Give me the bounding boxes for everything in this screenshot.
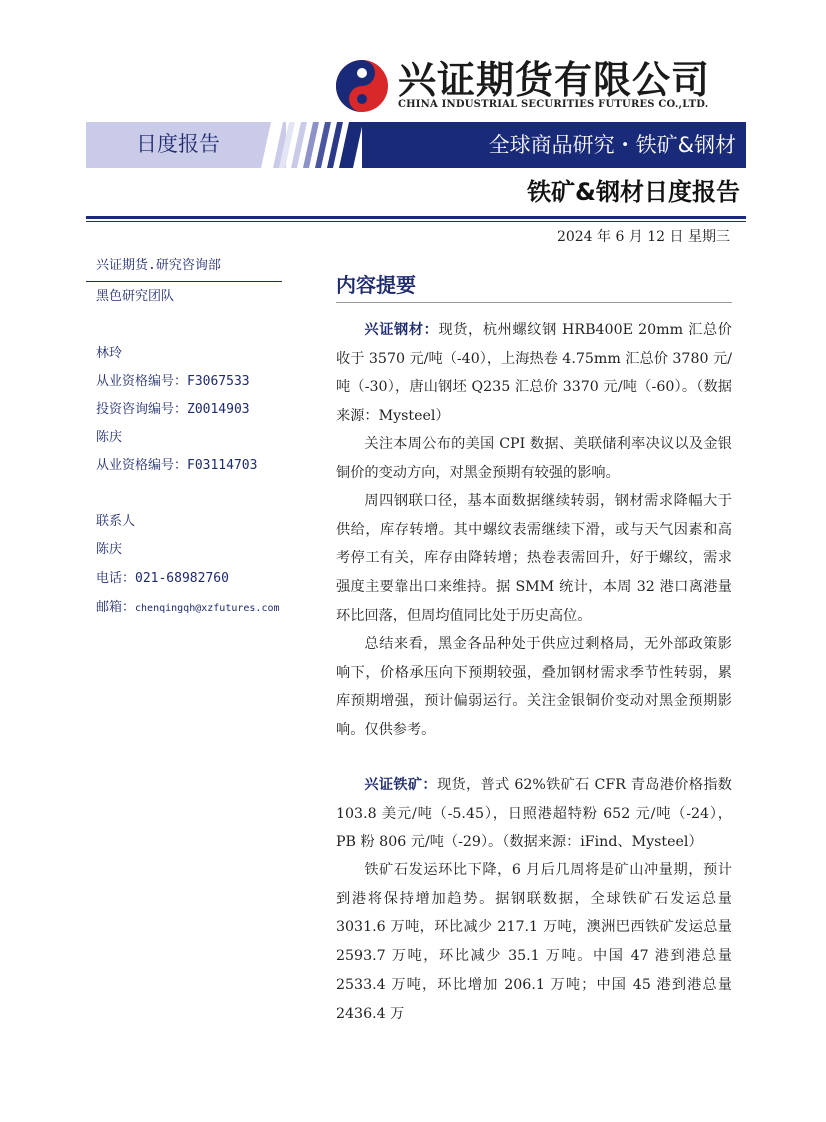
- report-type-block: [86, 122, 286, 168]
- header-rule-thin: [86, 221, 746, 222]
- company-logo: [334, 58, 734, 116]
- report-title: 铁矿&钢材日度报告: [527, 178, 740, 206]
- summary-title: 内容提要: [336, 273, 416, 297]
- contact-email[interactable]: chenqingqh@xzfutures.com: [135, 603, 280, 614]
- steel-spot-text: 现货，杭州螺纹钢 HRB400E 20mm 汇总价收于 3570 元/吨（-40），上海热卷 4.75mm 汇总价 3780 元/吨（-30），唐山钢坯 Q235 汇总价 3370 元/吨（-60）。（数据来源：Mysteel）: [336, 322, 732, 425]
- header-rule: [86, 216, 746, 219]
- sidebar-team: 黑色研究团队: [96, 289, 175, 304]
- sidebar-rule: [86, 281, 282, 282]
- ore-spot-text: 现货，普式 62%铁矿石 CFR 青岛港价格指数 103.8 美元/吨（-5.45），日照港超特粉 652 元/吨（-24），PB 粉 806 元/吨（-29）。（数据来源：iFind、Mysteel）: [336, 777, 732, 851]
- ore-lead: 兴证铁矿：: [364, 777, 437, 793]
- company-name-en: CHINA INDUSTRIAL SECURITIES FUTURES CO.,LTD.: [398, 99, 709, 110]
- company-name-cn: 兴证期货有限公司: [398, 58, 711, 102]
- analyst-license: 从业资格编号：F03114703: [96, 458, 258, 473]
- contact-name: 陈庆: [96, 542, 123, 557]
- category-label: 全球商品研究・铁矿&钢材: [488, 133, 736, 157]
- ore-paragraph: 铁矿石发运环比下降，6 月后几周将是矿山冲量期，预计到港将保持增加趋势。据钢联数据，全球铁矿石发运总量 3031.6 万吨，环比减少 217.1 万吨，澳洲巴西铁矿发运总量 2593.7 万吨，环比减少 35.1 万吨。中国 47 港到港总量 2533.4 万吨，环比增加 206.1 万吨；中国 45 港到港总量 2436.4 万: [336, 862, 732, 1022]
- company-logo-icon: [334, 58, 390, 114]
- analyst-advisory-license: 投资咨询编号：Z0014903: [96, 402, 250, 417]
- contact-email-row: [96, 598, 280, 619]
- summary-rule: [336, 302, 732, 303]
- category-block: [362, 122, 746, 168]
- contact-phone: 电话：021-68982760: [96, 571, 229, 586]
- steel-lead: 兴证钢材：: [364, 322, 439, 338]
- steel-paragraph: 周四钢联口径，基本面数据继续转弱，钢材需求降幅大于供给，库存转增。其中螺纹表需继续下滑，或与天气因素和高考停工有关，库存由降转增；热卷表需回升，好于螺纹，需求强度主要靠出口来维持。据 SMM 统计，本周 32 港口离港量环比回落，但周均值同比处于历史高位。: [336, 493, 732, 624]
- steel-paragraph: 总结来看，黑金各品种处于供应过剩格局，无外部政策影响下，价格承压向下预期较强，叠加钢材需求季节性转弱，累库预期增强，预计偏弱运行。关注金银铜价变动对黑金预期影响。仅供参考。: [336, 636, 732, 739]
- steel-paragraph: [336, 316, 732, 431]
- ore-paragraph: [336, 771, 732, 857]
- analyst-name: 林玲: [96, 346, 123, 361]
- report-date: 2024 年 6 月 12 日 星期三: [556, 229, 730, 245]
- steel-paragraph: 关注本周公布的美国 CPI 数据、美联储利率决议以及金银铜价的变动方向，对黑金预期有较强的影响。: [336, 436, 732, 481]
- header-band: [86, 122, 746, 168]
- sidebar-dept: 兴证期货.研究咨询部: [96, 258, 221, 273]
- analyst-name: 陈庆: [96, 430, 123, 445]
- analyst-license: 从业资格编号：F3067533: [96, 374, 250, 389]
- contact-email-label: 邮箱：: [96, 600, 136, 615]
- report-type-label: 日度报告: [136, 132, 220, 156]
- contact-label: 联系人: [96, 514, 136, 529]
